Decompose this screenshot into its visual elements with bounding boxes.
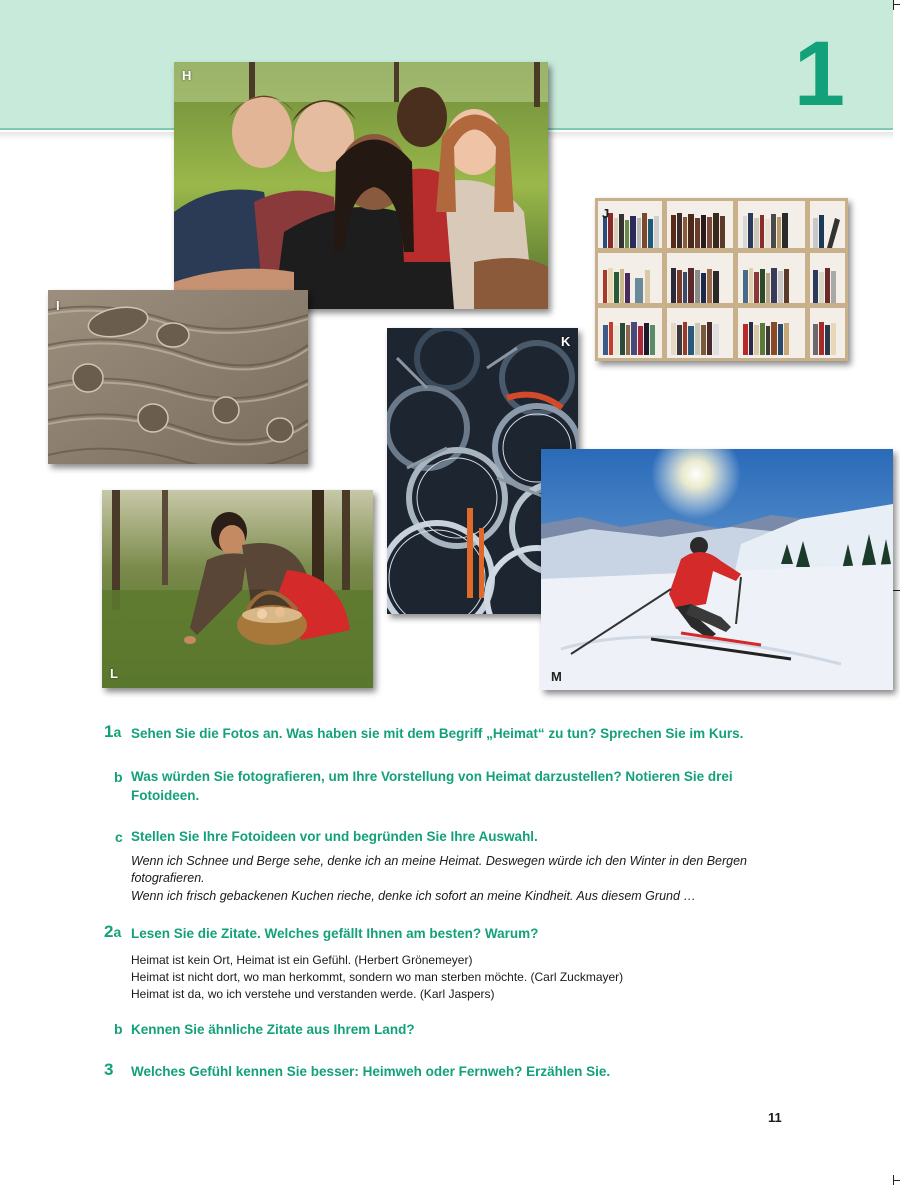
task-1c-example-2: Wenn ich frisch gebackenen Kuchen rieche, denke ich sofort an meine Kindheit. Aus diesem Grund …	[131, 889, 696, 903]
photo-letter-l: L	[110, 666, 118, 681]
crop-mark	[893, 0, 894, 10]
quote-list	[131, 952, 771, 1003]
task-1c-example-1: Wenn ich Schnee und Berge sehe, denke ich an meine Heimat. Deswegen würde ich den Winter in den Bergen fotografieren.	[131, 854, 747, 885]
photo-letter-h: H	[182, 68, 192, 83]
photo-letter-k: K	[561, 334, 571, 349]
task-number-2-digit: 2	[104, 922, 114, 941]
task-1c-text: Stellen Sie Ihre Fotoideen vor und begründen Sie Ihre Auswahl.	[131, 829, 538, 844]
photo-m-skier	[541, 449, 893, 690]
task-sub-a: a	[113, 724, 122, 740]
photo-letter-m: M	[551, 669, 562, 684]
quote-item: Heimat ist da, wo ich verstehe und verstanden werde. (Karl Jaspers)	[131, 987, 495, 1001]
crop-mark	[893, 590, 900, 591]
photo-letter-i: I	[56, 298, 60, 313]
task-3-text: Welches Gefühl kennen Sie besser: Heimweh oder Fernweh? Erzählen Sie.	[131, 1064, 611, 1079]
task-sub-1c	[115, 827, 123, 847]
task-2a-text: Lesen Sie die Zitate. Welches gefällt Ihnen am besten? Warum?	[131, 926, 539, 941]
quote-item: Heimat ist nicht dort, wo man herkommt, sondern wo man sterben möchte. (Carl Zuckmayer)	[131, 970, 624, 984]
task-1a-text: Sehen Sie die Fotos an. Was haben sie mit dem Begriff „Heimat“ zu tun? Sprechen Sie im Kurs.	[131, 726, 744, 741]
photo-l-mushroom-picking	[102, 490, 373, 688]
chapter-number: 1	[793, 23, 845, 125]
page-number: 11	[768, 1110, 782, 1125]
photo-j-bookshelf	[595, 198, 848, 361]
task-number-3-digit: 3	[104, 1060, 114, 1079]
photo-letter-j: J	[602, 206, 610, 221]
task-sub-c: c	[115, 829, 123, 845]
task-sub-a: a	[113, 924, 122, 940]
task-number-3	[104, 1060, 113, 1080]
task-number-1	[104, 722, 121, 742]
task-sub-b: b	[114, 769, 123, 785]
task-sub-2b	[114, 1019, 123, 1039]
crop-mark	[893, 1180, 900, 1181]
task-1b-text: Was würden Sie fotografieren, um Ihre Vorstellung von Heimat darzustellen? Notieren Sie drei Fotoideen.	[131, 769, 733, 803]
crop-mark	[893, 4, 900, 5]
task-number-2	[104, 922, 121, 942]
task-sub-b: b	[114, 1021, 123, 1037]
task-number-1-digit: 1	[104, 722, 114, 741]
quote-item: Heimat ist kein Ort, Heimat ist ein Gefühl. (Herbert Grönemeyer)	[131, 953, 473, 967]
task-sub-1b	[114, 767, 123, 787]
photo-i-footprints-sand	[48, 290, 308, 464]
photo-h-group-selfie	[174, 62, 548, 309]
task-2b-text: Kennen Sie ähnliche Zitate aus Ihrem Land?	[131, 1022, 415, 1037]
